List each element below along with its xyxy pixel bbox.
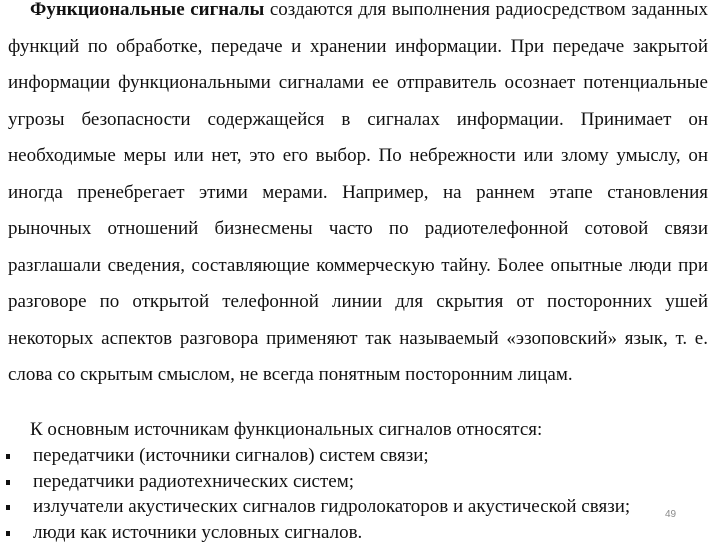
list-item (0, 494, 630, 520)
list-item (0, 469, 630, 495)
list-item (0, 520, 630, 545)
bullet-icon (6, 480, 10, 485)
paragraph-text: создаются для выполнения радиосредством заданных функций по обработке, передаче и хранении информации. При передаче закрытой информации функциональными сигналами ее отправитель осознает потенциальные угрозы безопасности содержащейся в сигналах информации. Принимает он необходимые меры или нет, это его выбор. По небрежности или злому умыслу, он иногда пренебрегает этими мерами. Например, на раннем этапе становления рыночных отношений бизнесмены часто по радиотелефонной сотовой связи разглашали сведения, составляющие коммерческую тайну. Более опытные люди при разговоре по открытой телефонной линии для скрытия от посторонних ушей некоторых аспектов разговора применяют так называемый «эзоповский» язык, т. е. слова со скрытым смыслом, не всегда понятным посторонним лицам. (8, 0, 708, 385)
list-item-text: передатчики (источники сигналов) систем связи; (33, 445, 429, 466)
bullet-icon (6, 454, 10, 459)
bullet-icon (6, 531, 10, 536)
body-paragraph (8, 0, 708, 394)
sources-intro: К основным источникам функциональных сигналов относятся: (30, 416, 542, 444)
list-item-text: излучатели акустических сигналов гидролокаторов и акустической связи; (33, 496, 630, 517)
term-functional-signals: Функциональные сигналы (30, 0, 264, 20)
page-number: 49 (665, 509, 676, 520)
list-item-text: люди как источники условных сигналов. (33, 522, 362, 543)
list-item (0, 443, 630, 469)
bullet-icon (6, 505, 10, 510)
sources-list (0, 443, 630, 545)
list-item-text: передатчики радиотехнических систем; (33, 471, 354, 492)
